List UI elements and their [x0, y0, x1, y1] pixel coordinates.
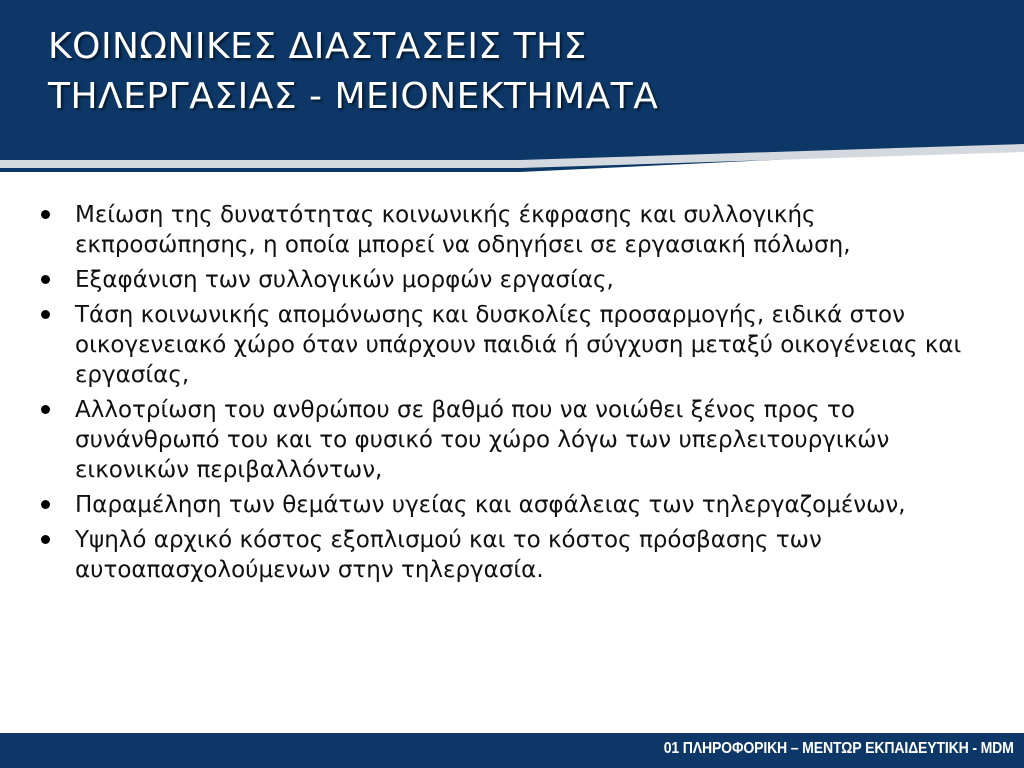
bullet-dot-icon	[41, 275, 50, 284]
bullet-text: Υψηλό αρχικό κόστος εξοπλισμού και το κόστος πρόσβασης των αυτοαπασχολούμενων στην τηλεργασία.	[75, 527, 822, 583]
slide-title	[48, 22, 948, 122]
bullet-text: Παραμέληση των θεμάτων υγείας και ασφάλειας των τηλεργαζομένων,	[75, 492, 906, 518]
bullet-dot-icon	[41, 210, 50, 219]
slide-title-line-1: ΚΟΙΝΩΝΙΚΕΣ ΔΙΑΣΤΑΣΕΙΣ ΤΗΣ	[48, 26, 587, 67]
bullet-list	[40, 200, 990, 585]
bullet-item	[40, 265, 990, 295]
footer-text: 01 ΠΛΗΡΟΦΟΡΙΚΗ – ΜΕΝΤΩΡ ΕΚΠΑΙΔΕΥΤΙΚΗ - MDM	[664, 740, 1014, 757]
footer-bar	[0, 733, 1024, 768]
bullet-dot-icon	[41, 405, 50, 414]
title-banner	[0, 0, 1024, 172]
bullet-item	[40, 395, 990, 485]
bullet-item	[40, 525, 990, 585]
bullet-text: Τάση κοινωνικής απομόνωσης και δυσκολίες προσαρμογής, ειδικά στον οικογενειακό χώρο όταν υπάρχουν παιδιά ή σύγχυση μεταξύ οικογένειας και εργασίας,	[75, 302, 962, 388]
bullet-item	[40, 490, 990, 520]
content-area	[40, 200, 990, 590]
bullet-dot-icon	[41, 310, 50, 319]
bullet-item	[40, 300, 990, 390]
bullet-text: Αλλοτρίωση του ανθρώπου σε βαθμό που να νοιώθει ξένος προς το συνάνθρωπό του και το φυσικό του χώρο λόγω των υπερλειτουργικών εικονικών περιβαλλόντων,	[75, 397, 890, 483]
bullet-dot-icon	[41, 500, 50, 509]
bullet-item	[40, 200, 990, 260]
slide-title-line-2: ΤΗΛΕΡΓΑΣΙΑΣ - ΜΕΙΟΝΕΚΤΗΜΑΤΑ	[48, 76, 659, 117]
bullet-text: Μείωση της δυνατότητας κοινωνικής έκφρασης και συλλογικής εκπροσώπησης, η οποία μπορεί να οδηγήσει σε εργασιακή πόλωση,	[75, 202, 851, 258]
bullet-dot-icon	[41, 535, 50, 544]
bullet-text: Εξαφάνιση των συλλογικών μορφών εργασίας,	[75, 267, 614, 293]
